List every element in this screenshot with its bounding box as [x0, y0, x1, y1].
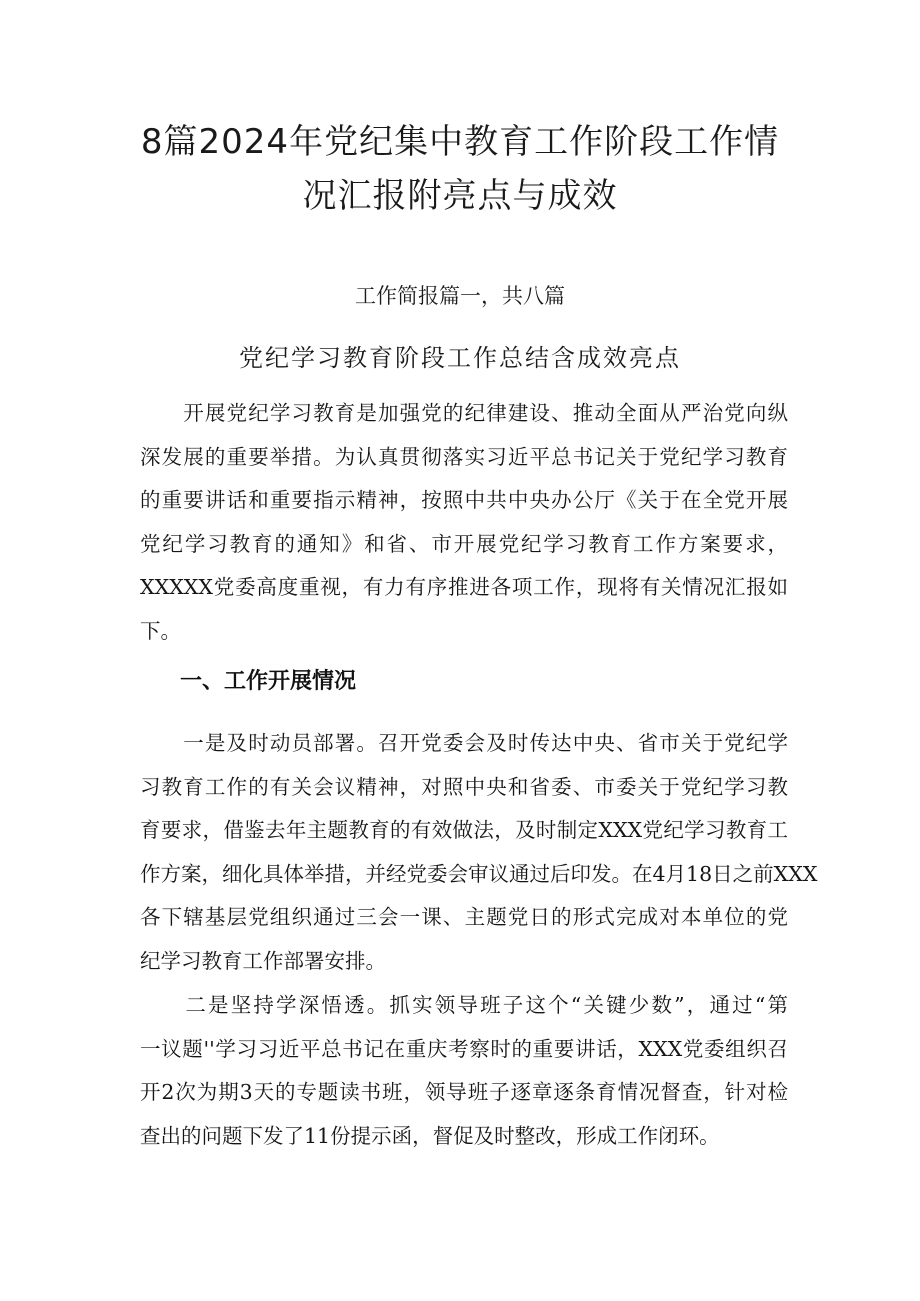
section-heading-1: 一、工作开展情况 — [180, 669, 357, 694]
document-title-line-2: 况汇报附亮点与成效 — [302, 176, 618, 216]
intro-line: 开展党纪学习教育是加强党的纪律建设、推动全面从严治党向纵 — [140, 401, 788, 425]
intro-line: XXXXX党委高度重视，有力有序推进各项工作，现将有关情况汇报如 — [140, 575, 788, 599]
paragraph-1-line: 各下辖基层党组织通过三会一课、主题党日的形式完成对本单位的党 — [140, 905, 788, 929]
paragraph-2 — [140, 984, 788, 1158]
paragraph-1-line: 纪学习教育工作部署安排。 — [140, 948, 386, 973]
paragraph-2-line: 二是坚持学深悟透。抓实领导班子这个“关键少数”，通过“第 — [140, 993, 788, 1017]
document-subtitle: 工作简报篇一，共八篇 — [355, 284, 565, 308]
intro-line: 的重要讲话和重要指示精神，按照中共中央办公厅《关于在全党开展 — [140, 488, 788, 512]
section-title: 党纪学习教育阶段工作总结含成效亮点 — [239, 344, 681, 372]
paragraph-2-line: 查出的问题下发了11份提示函，督促及时整改，形成工作闭环。 — [140, 1123, 720, 1148]
paragraph-1-line: 育要求，借鉴去年主题教育的有效做法，及时制定XXX党纪学习教育工 — [140, 818, 788, 842]
intro-line: 深发展的重要举措。为认真贯彻落实习近平总书记关于党纪学习教育 — [140, 444, 788, 469]
intro-paragraph — [140, 392, 788, 653]
paragraph-1-line: 作方案，细化具体举措，并经党委会审议通过后印发。在4月18日之前XXX — [140, 861, 818, 886]
paragraph-1-line: 习教育工作的有关会议精神，对照中央和省委、市委关于党纪学习教 — [140, 774, 788, 799]
paragraph-2-line: 开2次为期3天的专题读书班，领导班子逐章逐条育情况督查，针对检 — [140, 1080, 788, 1104]
document-title-line-1: 8篇2024年党纪集中教育工作阶段工作情 — [140, 122, 780, 162]
intro-line: 下。 — [140, 618, 181, 643]
paragraph-1 — [140, 722, 818, 983]
paragraph-1-line: 一是及时动员部署。召开党委会及时传达中央、省市关于党纪学 — [140, 731, 788, 755]
intro-line: 党纪学习教育的通知》和省、市开展党纪学习教育工作方案要求， — [140, 531, 788, 556]
paragraph-2-line: 一议题''学习习近平总书记在重庆考察时的重要讲话，XXX党委组织召 — [140, 1036, 788, 1061]
